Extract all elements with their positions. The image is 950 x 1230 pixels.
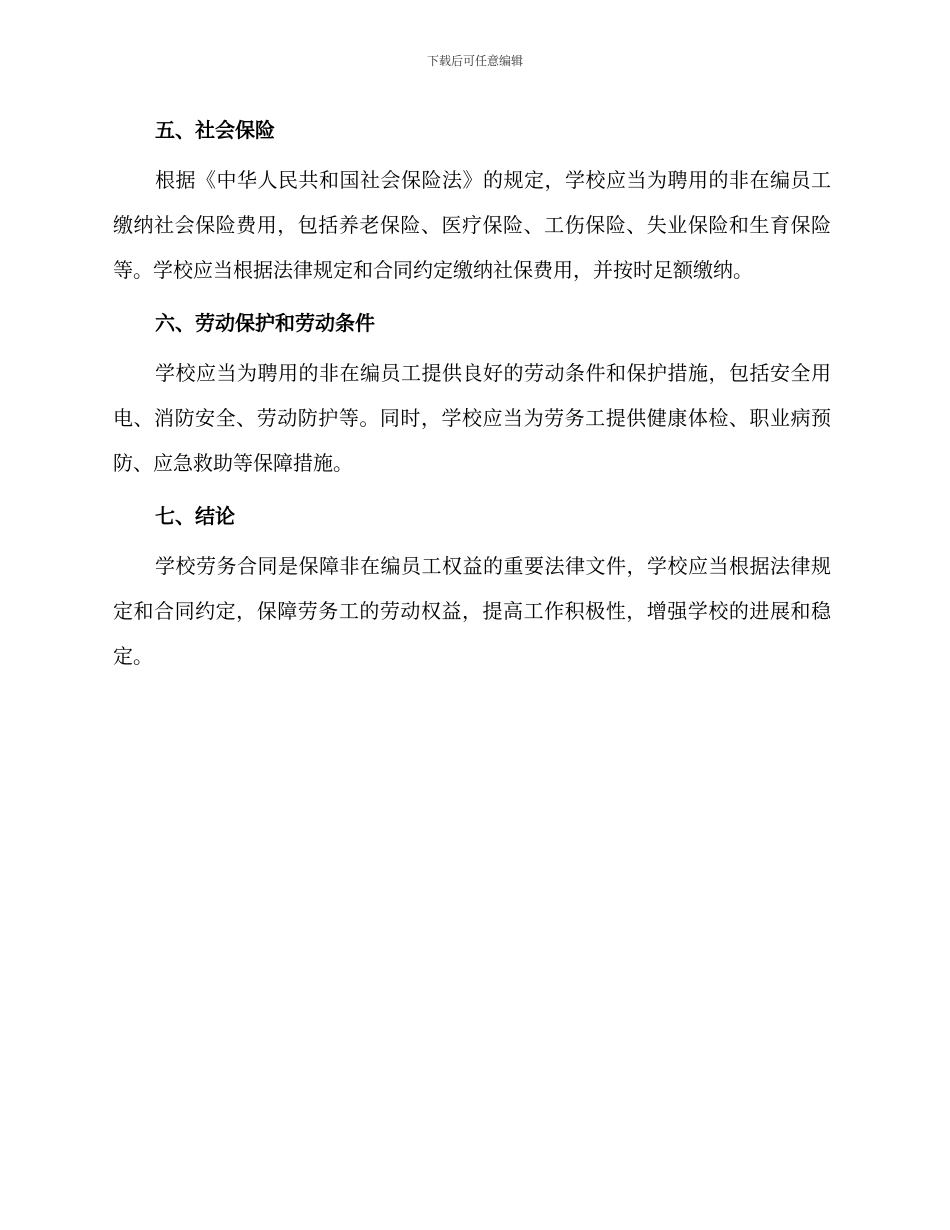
section-paragraph: 学校应当为聘用的非在编员工提供良好的劳动条件和保护措施，包括安全用电、消防安全、劳动防护等。同时，学校应当为劳务工提供健康体检、职业病预防、应急救助等保障措施。 bbox=[113, 361, 831, 475]
section-labor-protection bbox=[113, 303, 831, 486]
section-paragraph: 学校劳务合同是保障非在编员工权益的重要法律文件，学校应当根据法律规定和合同约定，保障劳务工的劳动权益，提高工作积极性，增强学校的进展和稳定。 bbox=[113, 554, 831, 668]
section-conclusion bbox=[113, 496, 831, 679]
section-social-insurance bbox=[113, 110, 831, 293]
document-body bbox=[113, 110, 831, 689]
section-paragraph: 根据《中华人民共和国社会保险法》的规定，学校应当为聘用的非在编员工缴纳社会保险费用，包括养老保险、医疗保险、工伤保险、失业保险和生育保险等。学校应当根据法律规定和合同约定缴纳社保费用，并按时足额缴纳。 bbox=[113, 168, 831, 282]
section-heading: 五、社会保险 bbox=[155, 118, 275, 142]
section-heading: 七、结论 bbox=[155, 504, 235, 528]
page-header: 下载后可任意编辑 bbox=[426, 54, 523, 68]
section-heading: 六、劳动保护和劳动条件 bbox=[155, 311, 375, 335]
